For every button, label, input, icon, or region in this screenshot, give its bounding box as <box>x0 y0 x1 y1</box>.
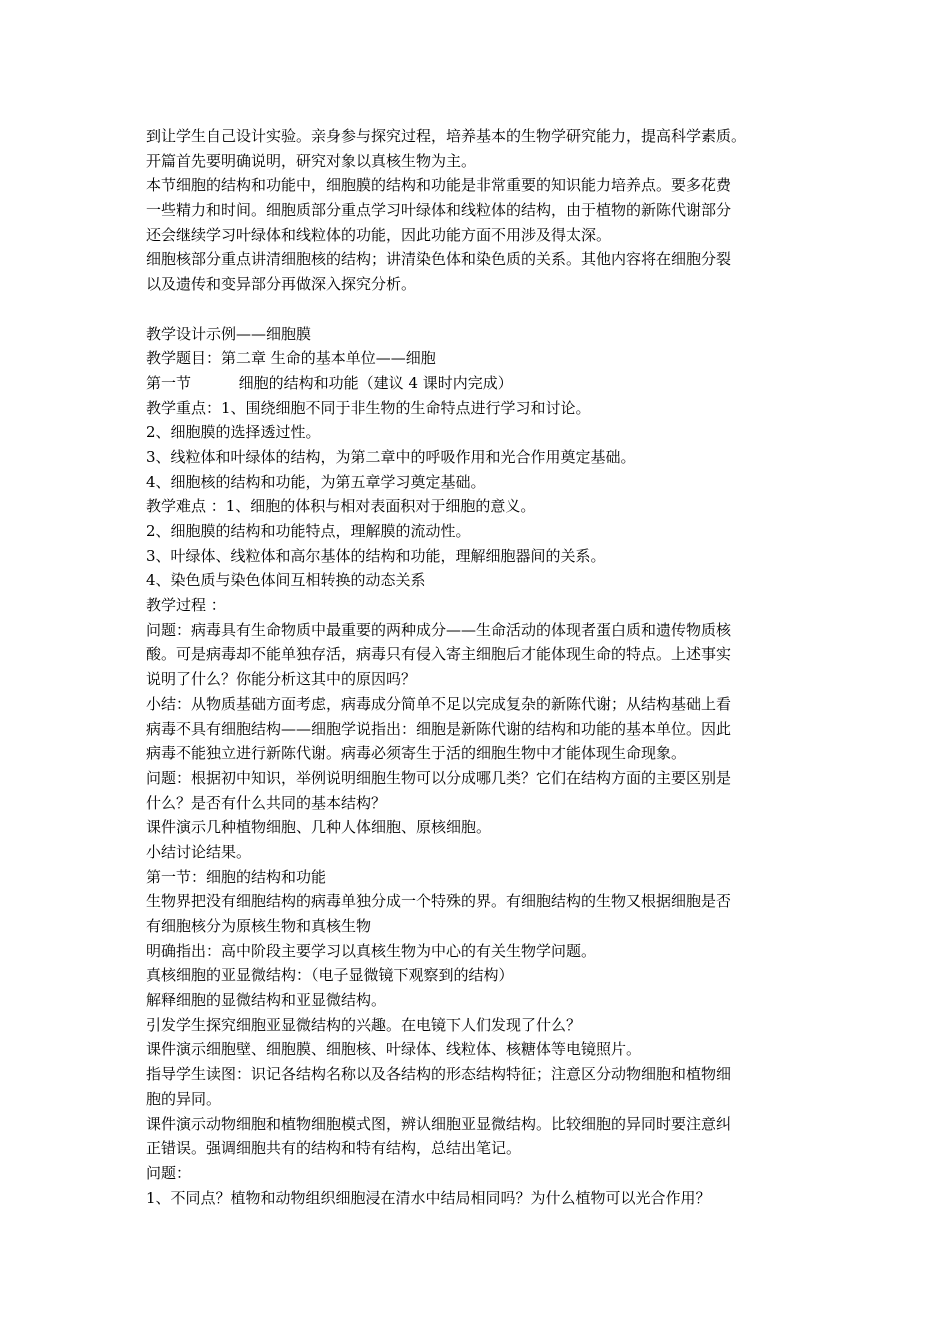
text-line: 4、染色质与染色体间互相转换的动态关系 <box>146 571 426 590</box>
text-line: 2、细胞膜的选择透过性。 <box>146 423 321 442</box>
lesson-topic: 教学题目：第二章 生命的基本单位——细胞 <box>146 349 436 368</box>
text-line: 小结：从物质基础方面考虑，病毒成分简单不足以完成复杂的新陈代谢；从结构基础上看 <box>146 694 732 713</box>
text-line: 第一节：细胞的结构和功能 <box>146 867 327 886</box>
text-line: 酸。可是病毒却不能单独存活，病毒只有侵入寄主细胞后才能体现生命的特点。上述事实 <box>146 645 732 664</box>
text-line: 明确指出：高中阶段主要学习以真核生物为中心的有关生物学问题。 <box>146 941 597 960</box>
section-title: 教学设计示例——细胞膜 <box>146 324 312 343</box>
text-line: 教学过程 ： <box>146 596 226 615</box>
text-line: 4、细胞核的结构和功能，为第五章学习奠定基础。 <box>146 472 486 491</box>
text-line: 本节细胞的结构和功能中，细胞膜的结构和功能是非常重要的知识能力培养点。要多花费 <box>146 176 732 195</box>
text-line: 什么？是否有什么共同的基本结构？ <box>146 793 387 812</box>
text-line: 2、细胞膜的结构和功能特点，理解膜的流动性。 <box>146 522 471 540</box>
text-line: 问题： <box>146 1163 192 1182</box>
text-line: 教学重点：1、围绕细胞不同于非生物的生命特点进行学习和讨论。 <box>146 398 591 417</box>
text-line: 一些精力和时间。细胞质部分重点学习叶绿体和线粒体的结构，由于植物的新陈代谢部分 <box>146 201 732 220</box>
text-line: 真核细胞的亚显微结构：（电子显微镜下观察到的结构） <box>146 966 514 985</box>
section-heading: 第一节 细胞的结构和功能（建议 4 课时内完成） <box>146 373 513 392</box>
blank-line <box>146 297 816 322</box>
text-line: 说明了什么？你能分析这其中的原因吗？ <box>146 670 417 689</box>
document-body <box>146 124 816 1210</box>
text-line: 3、叶绿体、线粒体和高尔基体的结构和功能，理解细胞器间的关系。 <box>146 546 606 565</box>
text-line: 引发学生探究细胞亚显微结构的兴趣。在电镜下人们发现了什么？ <box>146 1015 582 1034</box>
text-line: 开篇首先要明确说明，研究对象以真核生物为主。 <box>146 151 477 170</box>
text-line: 问题：根据初中知识，举例说明细胞生物可以分成哪几类？它们在结构方面的主要区别是 <box>146 768 732 787</box>
text-line: 有细胞核分为原核生物和真核生物 <box>146 917 372 935</box>
text-line: 课件演示几种植物细胞、几种人体细胞、原核细胞。 <box>146 818 492 837</box>
text-line: 课件演示细胞壁、细胞膜、细胞核、叶绿体、线粒体、核糖体等电镜照片。 <box>146 1040 642 1059</box>
text-line: 课件演示动物细胞和植物细胞模式图，辨认细胞亚显微结构。比较细胞的异同时要注意纠 <box>146 1114 732 1133</box>
text-line: 胞的异同。 <box>146 1089 222 1108</box>
text-line: 正错误。强调细胞共有的结构和特有结构，总结出笔记。 <box>146 1139 522 1158</box>
text-line: 指导学生读图：识记各结构名称以及各结构的形态结构特征；注意区分动物细胞和植物细 <box>146 1065 732 1084</box>
text-line: 小结讨论结果。 <box>146 842 252 861</box>
text-line: 细胞核部分重点讲清细胞核的结构；讲清染色体和染色质的关系。其他内容将在细胞分裂 <box>146 250 732 269</box>
text-line: 还会继续学习叶绿体和线粒体的功能，因此功能方面不用涉及得太深。 <box>146 225 612 244</box>
text-line: 生物界把没有细胞结构的病毒单独分成一个特殊的界。有细胞结构的生物又根据细胞是否 <box>146 892 732 911</box>
text-line: 病毒不能独立进行新陈代谢。病毒必须寄生于活的细胞生物中才能体现生命现象。 <box>146 744 687 763</box>
text-line: 3、线粒体和叶绿体的结构，为第二章中的呼吸作用和光合作用奠定基础。 <box>146 447 636 466</box>
text-line: 1、不同点？植物和动物组织细胞浸在清水中结局相同吗？为什么植物可以光合作用？ <box>146 1188 711 1207</box>
text-line: 教学难点 ：1、细胞的体积与相对表面积对于细胞的意义。 <box>146 497 536 516</box>
text-line: 到让学生自己设计实验。亲身参与探究过程，培养基本的生物学研究能力，提高科学素质。 <box>146 127 747 145</box>
text-line: 病毒不具有细胞结构——细胞学说指出：细胞是新陈代谢的结构和功能的基本单位。因此 <box>146 719 732 738</box>
text-line: 解释细胞的显微结构和亚显微结构。 <box>146 991 387 1010</box>
text-line: 以及遗传和变异部分再做深入探究分析。 <box>146 275 417 294</box>
text-line: 问题：病毒具有生命物质中最重要的两种成分——生命活动的体现者蛋白质和遗传物质核 <box>146 620 732 639</box>
